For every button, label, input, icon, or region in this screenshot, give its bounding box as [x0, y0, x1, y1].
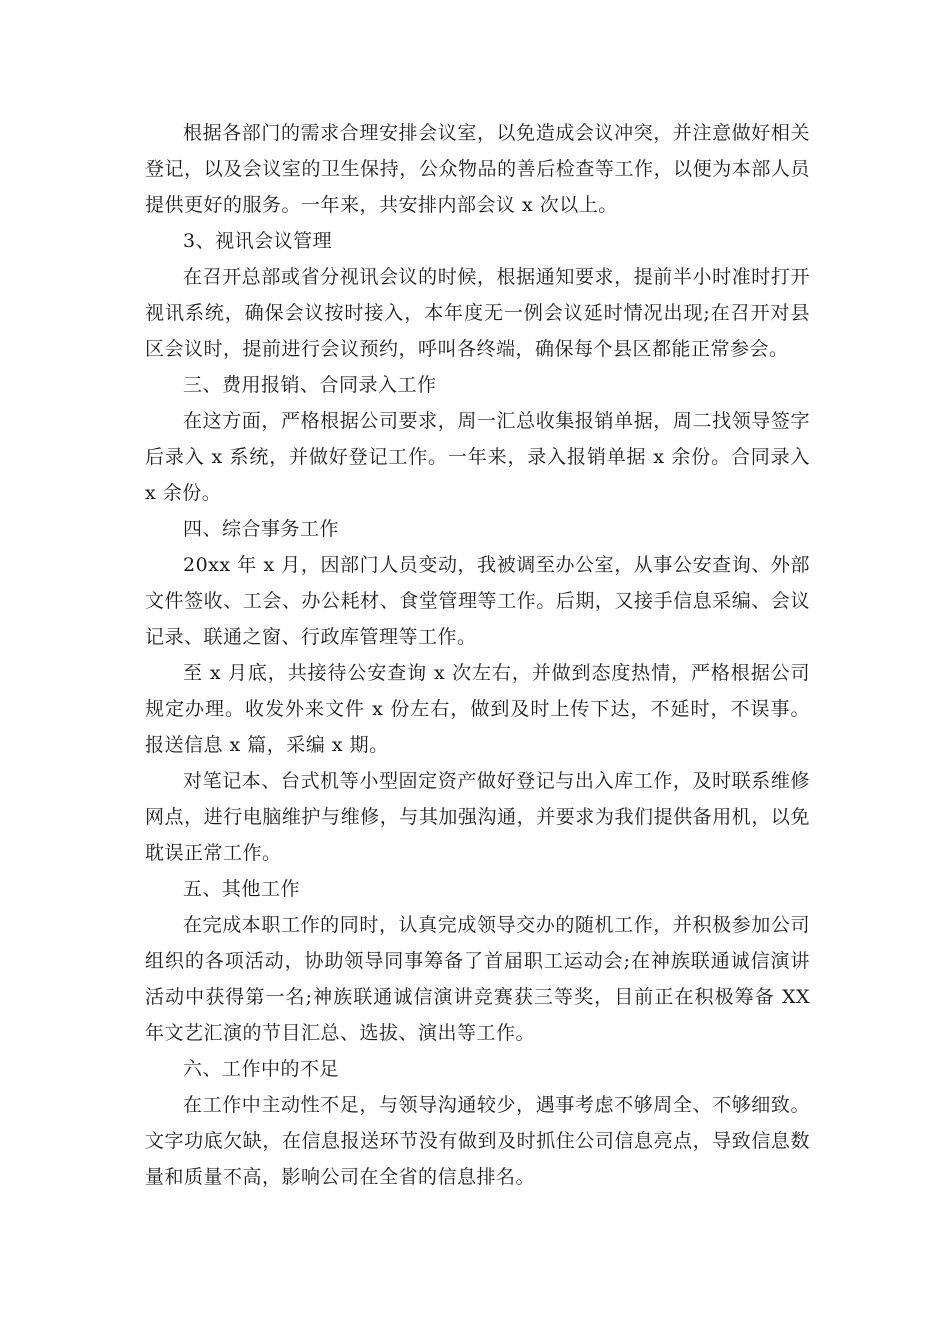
- paragraph-shortcomings: 在工作中主动性不足，与领导沟通较少，遇事考虑不够周全、不够细致。文字功底欠缺，在信息报送环节没有做到及时抓住公司信息亮点，导致信息数量和质量不高，影响公司在全省的信息排名。: [145, 1094, 810, 1188]
- document-body: [145, 115, 810, 1195]
- paragraph-general-affairs: 20xx 年 x 月，因部门人员变动，我被调至办公室，从事公安查询、外部文件签收、工会、办公耗材、食堂管理等工作。后期，又接手信息采编、会议记录、联通之窗、行政库管理等工作。: [145, 554, 810, 648]
- paragraph-police-inquiries: 至 x 月底，共接待公安查询 x 次左右，并做到态度热情，严格根据公司规定办理。收发外来文件 x 份左右，做到及时上传下达，不延时，不误事。报送信息 x 篇，采编 x 期。: [145, 662, 810, 756]
- paragraph-other-work: 在完成本职工作的同时，认真完成领导交办的随机工作，并积极参加公司组织的各项活动，协助领导同事筹备了首届职工运动会;在神族联通诚信演讲活动中获得第一名;神族联通诚信演讲竞赛获三等奖，目前正在积极筹备 XX 年文艺汇演的节目汇总、选拔、演出等工作。: [145, 914, 810, 1044]
- heading-video-conference: 3、视讯会议管理: [183, 230, 333, 252]
- heading-other-work: 五、其他工作: [183, 878, 301, 900]
- heading-expense-contract: 三、费用报销、合同录入工作: [183, 374, 437, 396]
- paragraph-video-conference: 在召开总部或省分视讯会议的时候，根据通知要求，提前半小时准时打开视讯系统，确保会议按时接入，本年度无一例会议延时情况出现;在召开对县区会议时，提前进行会议预约，呼叫各终端，确保每个县区都能正常参会。: [145, 266, 810, 360]
- paragraph-expense-contract: 在这方面，严格根据公司要求，周一汇总收集报销单据，周二找领导签字后录入 x 系统，并做好登记工作。一年来，录入报销单据 x 余份。合同录入 x 余份。: [145, 410, 810, 504]
- paragraph-meeting-room: 根据各部门的需求合理安排会议室，以免造成会议冲突，并注意做好相关登记，以及会议室的卫生保持，公众物品的善后检查等工作，以便为本部人员提供更好的服务。一年来，共安排内部会议 x 次以上。: [145, 122, 810, 216]
- heading-general-affairs: 四、综合事务工作: [183, 518, 340, 540]
- heading-shortcomings: 六、工作中的不足: [183, 1058, 340, 1080]
- paragraph-fixed-assets: 对笔记本、台式机等小型固定资产做好登记与出入库工作，及时联系维修网点，进行电脑维护与维修，与其加强沟通，并要求为我们提供备用机，以免耽误正常工作。: [145, 770, 810, 864]
